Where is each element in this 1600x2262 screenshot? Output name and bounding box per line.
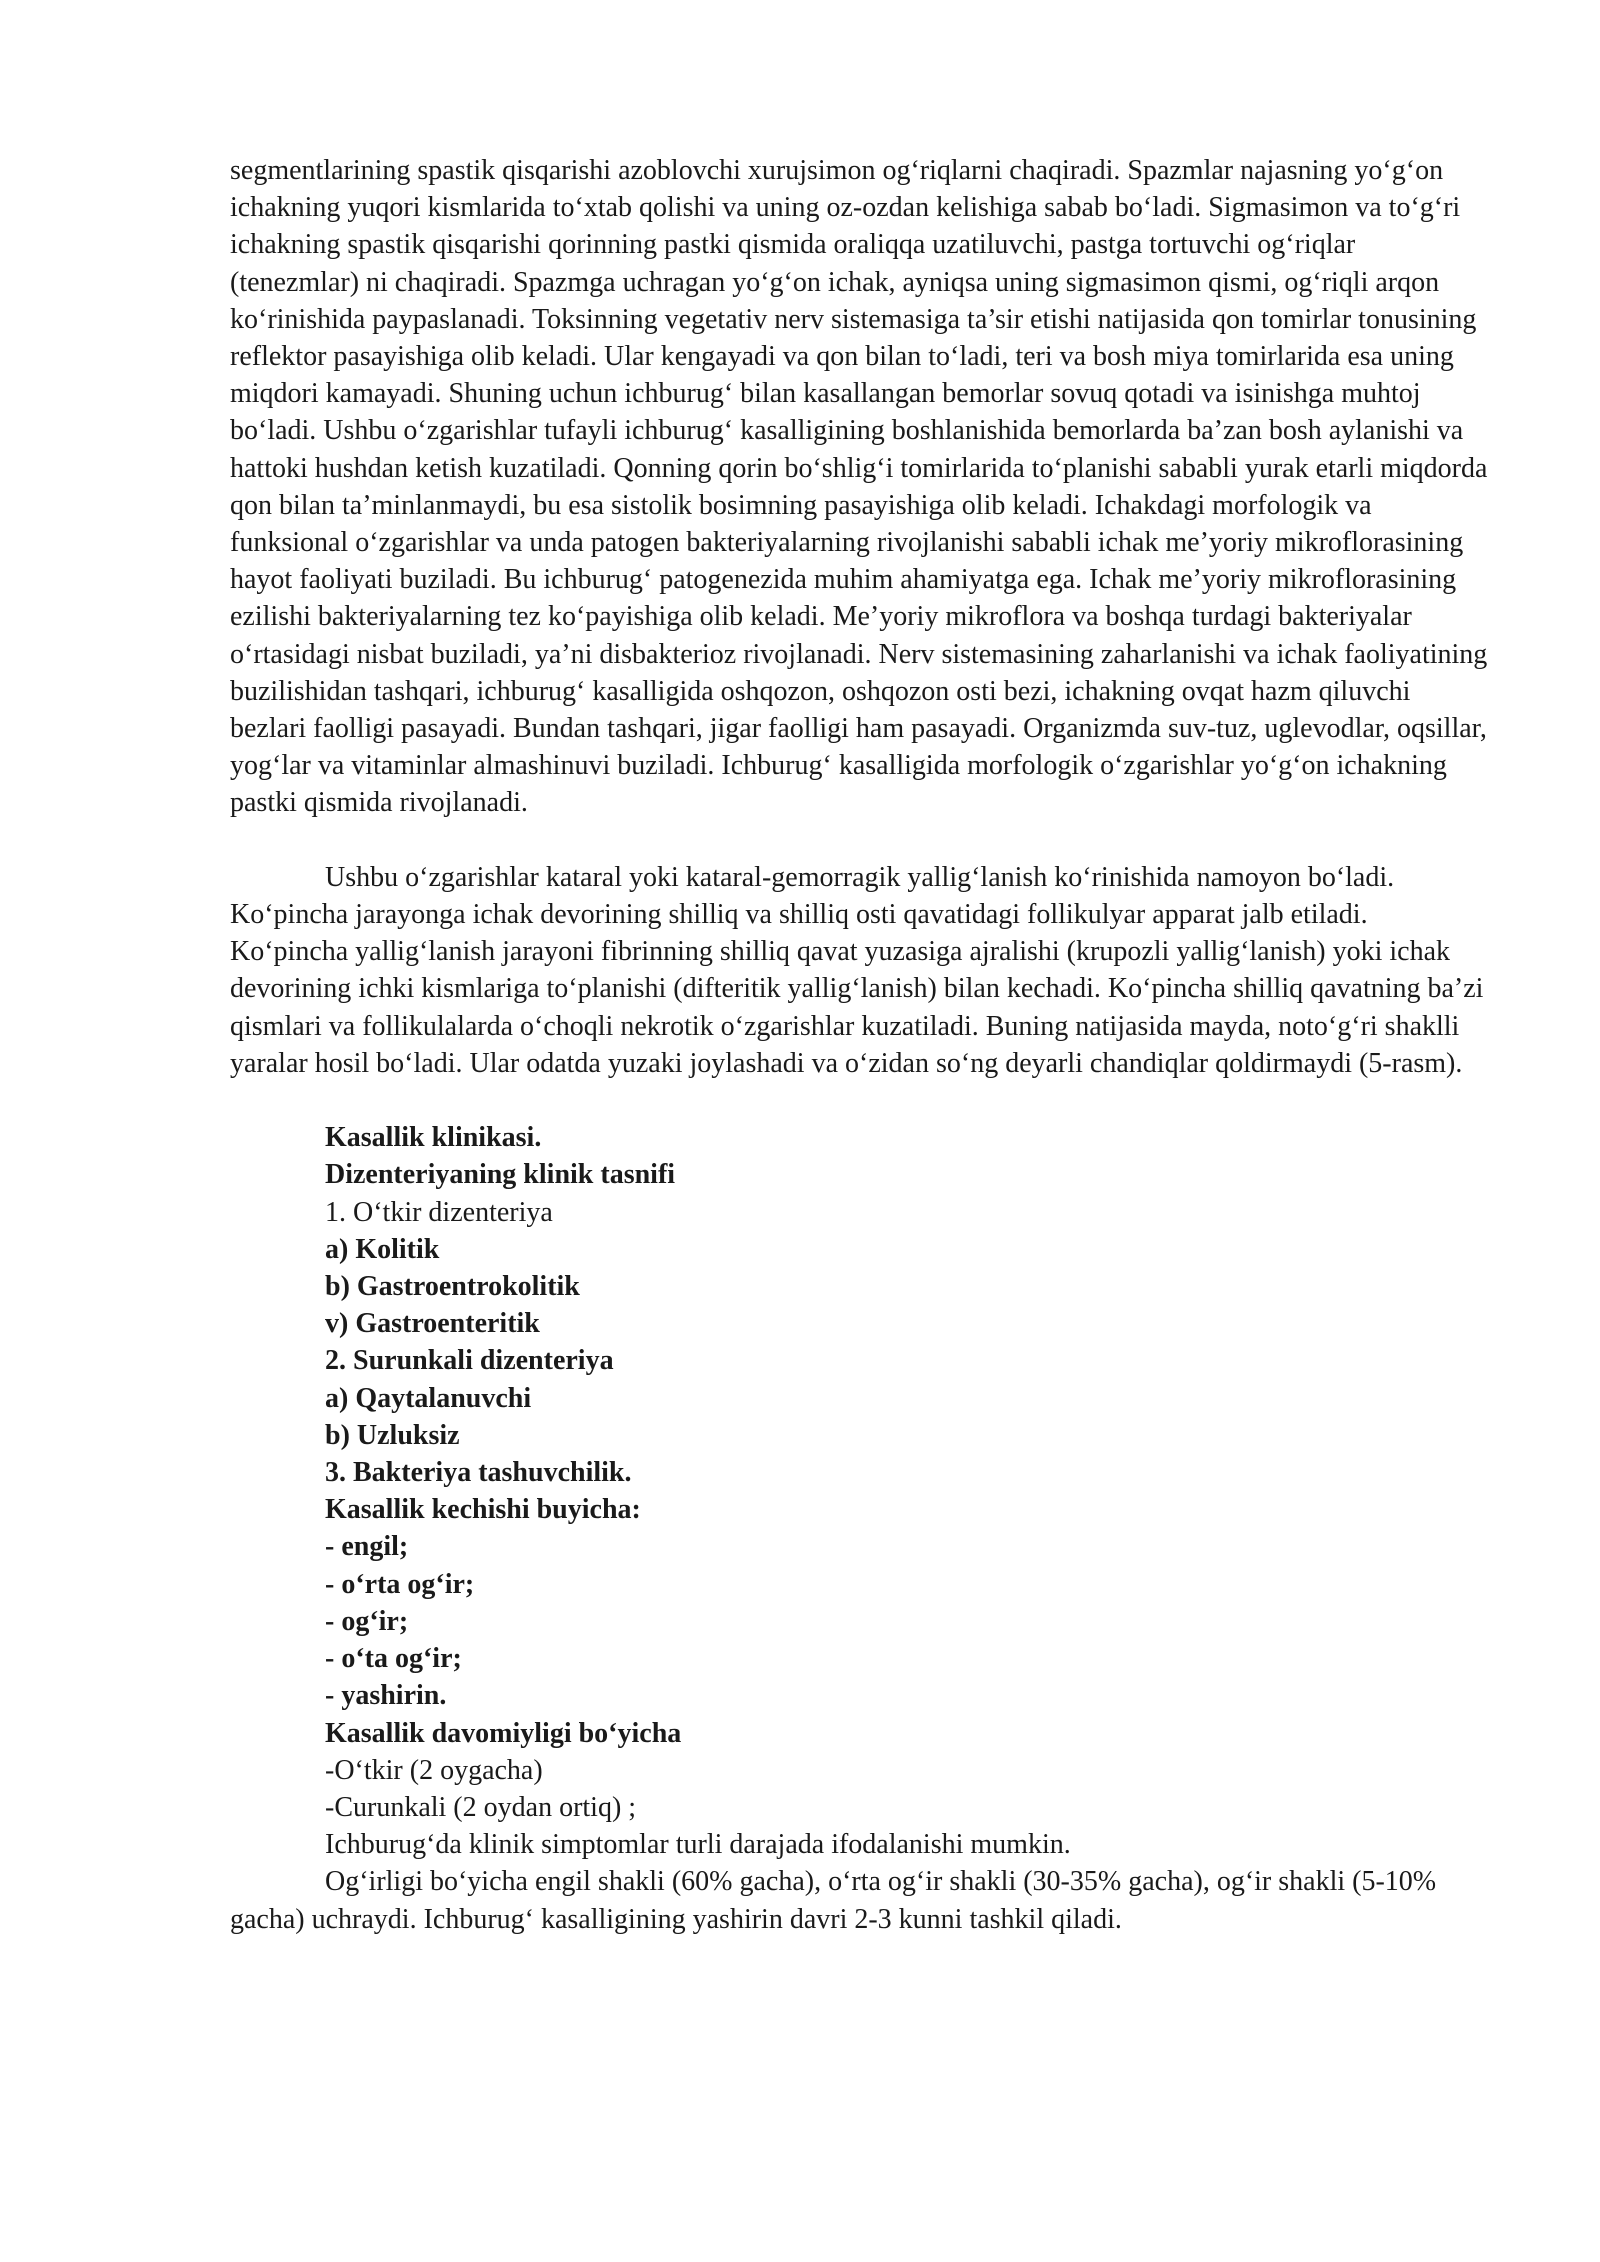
chronic-form-continuous: b) Uzluksiz xyxy=(325,1419,460,1451)
acute-form-colitic: a) Kolitik xyxy=(325,1233,440,1265)
paragraph-gap xyxy=(230,1082,1490,1119)
bacteria-carrier: 3. Bakteriya tashuvchilik. xyxy=(325,1457,632,1489)
classification-section xyxy=(230,1119,1490,1863)
acute-form-gastroenteritic: v) Gastroenteritik xyxy=(325,1308,540,1340)
chronic-form-recurrent: a) Qaytalanuvchi xyxy=(325,1382,532,1414)
acute-dysentery-title: 1. O‘tkir dizenteriya xyxy=(325,1196,553,1228)
document-body xyxy=(230,152,1490,1938)
acute-form-gastroenterocolitic: b) Gastroentrokolitik xyxy=(325,1271,580,1303)
duration-heading: Kasallik davomiyligi bo‘yicha xyxy=(325,1717,682,1749)
duration-item-chronic: -Curunkali (2 oydan ortiq) ; xyxy=(325,1791,637,1823)
duration-item-acute: -O‘tkir (2 oygacha) xyxy=(325,1754,543,1786)
morphology-paragraph: Ushbu o‘zgarishlar kataral yoki kataral-gemorragik yallig‘lanish ko‘rinishida namoyon bo‘ladi. Ko‘pincha jarayonga ichak devorining shilliq va shilliq osti qavatidagi follikulyar apparat jalb etiladi. Ko‘pincha yallig‘lanish jarayoni fibrinning shilliq qavat yuzasiga ajralishi (krupozli yallig‘lanish) yoki ichak devorining ichki kismlariga to‘planishi (difteritik yallig‘lanish) bilan kechadi. Ko‘pincha shilliq qavatning ba’zi qismlari va follikulalarda o‘choqli nekrotik o‘zgarishlar kuzatiladi. Buning natijasida mayda, noto‘g‘ri shaklli yaralar hosil bo‘ladi. Ular odatda yuzaki joylashadi va o‘zidan so‘ng deyarli chandiqlar qoldirmaydi (5-rasm). xyxy=(230,861,1484,1079)
pathogenesis-paragraph: segmentlarining spastik qisqarishi azoblovchi xurujsimon og‘riqlarni chaqiradi. Spazmlar najasning yo‘g‘on ichakning yuqori kismlarida to‘xtab qolishi va uning oz-ozdan kelishiga sabab bo‘ladi. Sigmasimon va to‘g‘ri ichakning spastik qisqarishi qorinning pastki qismida oraliqqa uzatiluvchi, pastga tortuvchi og‘riqlar (tenezmlar) ni chaqiradi. Spazmga uchragan yo‘g‘on ichak, ayniqsa uning sigmasimon qismi, og‘riqli arqon ko‘rinishida paypaslanadi. Toksinning vegetativ nerv sistemasiga ta’sir etishi natijasida qon tomirlar tonusining reflektor pasayishiga olib keladi. Ular kengayadi va qon bilan to‘ladi, teri va bosh miya tomirlarida esa uning miqdori kamayadi. Shuning uchun ichburug‘ bilan kasallangan bemorlar sovuq qotadi va isinishga muhtoj bo‘ladi. Ushbu o‘zgarishlar tufayli ichburug‘ kasalligining boshlanishida bemorlarda ba’zan bosh aylanishi va hattoki hushdan ketish kuzatiladi. Qonning qorin bo‘shlig‘i tomirlarida to‘planishi sababli yurak etarli miqdorda qon bilan ta’minlanmaydi, bu esa sistolik bosimning pasayishiga olib keladi. Ichakdagi morfologik va funksional o‘zgarishlar va unda patogen bakteriyalarning rivojlanishi sababli ichak me’yoriy mikroflorasining hayot faoliyati buziladi. Bu ichburug‘ patogenezida muhim ahamiyatga ega. Ichak me’yoriy mikroflorasining ezilishi bakteriyalarning tez ko‘payishiga olib keladi. Me’yoriy mikroflora va boshqa turdagi bakteriyalar o‘rtasidagi nisbat buziladi, ya’ni disbakterioz rivojlanadi. Nerv sistemasining zaharlanishi va ichak faoliyatining buzilishidan tashqari, ichburug‘ kasalligida oshqozon, oshqozon osti bezi, ichakning ovqat hazm qiluvchi bezlari faolligi pasayadi. Bundan tashqari, jigar faolligi ham pasayadi. Organizmda suv-tuz, uglevodlar, oqsillar, yog‘lar va vitaminlar almashinuvi buziladi. Ichburug‘ kasalligida morfologik o‘zgarishlar yo‘g‘on ichakning pastki qismida rivojlanadi. xyxy=(230,155,1488,819)
chronic-dysentery-title: 2. Surunkali dizenteriya xyxy=(325,1345,614,1377)
course-item-mild: - engil; xyxy=(325,1531,409,1563)
symptoms-line: Ichburug‘da klinik simptomlar turli darajada ifodalanishi mumkin. xyxy=(325,1829,1071,1861)
severity-paragraph: Og‘irligi bo‘yicha engil shakli (60% gacha), o‘rta og‘ir shakli (30-35% gacha), og‘ir shakli (5-10% gacha) uchraydi. Ichburug‘ kasalligining yashirin davri 2-3 kunni tashkil qiladi. xyxy=(230,1866,1437,1935)
course-item-severe: - og‘ir; xyxy=(325,1605,409,1637)
clinic-heading: Kasallik klinikasi. xyxy=(325,1122,542,1154)
course-heading: Kasallik kechishi buyicha: xyxy=(325,1494,641,1526)
course-item-hidden: - yashirin. xyxy=(325,1680,447,1712)
classification-heading: Dizenteriyaning klinik tasnifi xyxy=(325,1159,676,1191)
course-item-very-severe: - o‘ta og‘ir; xyxy=(325,1643,462,1675)
course-item-moderate: - o‘rta og‘ir; xyxy=(325,1568,475,1600)
paragraph-gap xyxy=(230,822,1490,859)
